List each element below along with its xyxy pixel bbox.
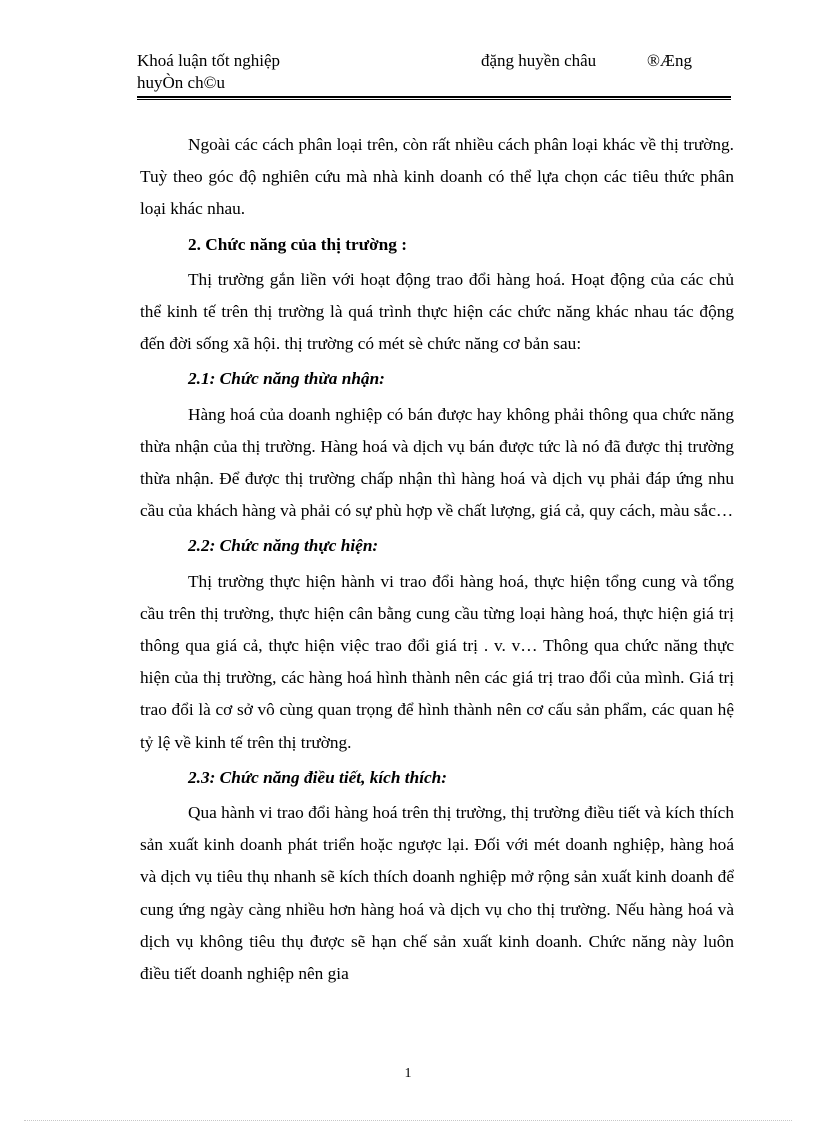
header-author-garbled-right: ®Æng [647, 51, 693, 70]
subsection-heading: 2.1: Chức năng thừa nhận: [188, 369, 385, 389]
subsection-heading: 2.3: Chức năng điều tiết, kích thích: [188, 767, 448, 787]
header-thesis-label: Khoá luận tốt nghiệp [137, 51, 281, 70]
paragraph: Ngoài các cách phân loại trên, còn rất nhiều cách phân loại khác về thị trường. Tuỳ theo góc độ nghiên cứu mà nhà kinh doanh có thể lựa chọn các tiêu thức phân loại khác nhau. [140, 135, 734, 219]
paragraph: Hàng hoá của doanh nghiệp có bán được hay không phải thông qua chức năng thừa nhận của thị trường. Hàng hoá và dịch vụ bán được tức là nó đã được thị trường thừa nhận. Để được thị trường chấp nhận thì hàng hoá và dịch vụ phải đáp ứng nhu cầu của khách hàng và phải có sự phù hợp về chất lượng, giá cả, quy cách, màu sắc… [140, 404, 734, 521]
paragraph: Qua hành vi trao đổi hàng hoá trên thị trường, thị trường điều tiết và kích thích sản xuất kinh doanh phát triển hoặc ngược lại. Đối với mét doanh nghiệp, hàng hoá và dịch vụ tiêu thụ nhanh sẽ kích thích doanh nghiệp mở rộng sản xuất kinh doanh để cung ứng ngày càng nhiều hơn hàng hoá và dịch vụ cho thị trường. Nếu hàng hoá và dịch vụ không tiêu thụ được sẽ hạn chế sản xuất kinh doanh. Chức năng này luôn điều tiết doanh nghiệp nên gia [140, 803, 734, 984]
paragraph: Thị trường thực hiện hành vi trao đổi hàng hoá, thực hiện tổng cung và tổng cầu trên thị trường, thực hiện cân bằng cung cầu từng loại hàng hoá, thực hiện giá trị thông qua giá cả, thực hiện việc trao đổi giá trị . v. v… Thông qua chức năng thực hiện của thị trường, các hàng hoá hình thành nên các giá trị trao đổi của mình. Giá trị trao đổi là cơ sở vô cùng quan trọng để hình thành nên cơ cấu sản phẩm, các quan hệ tỷ lệ về kinh tế trên thị trường. [140, 571, 734, 752]
header-rule [137, 96, 731, 100]
page-number: 1 [404, 1066, 412, 1081]
document-body [140, 129, 734, 990]
header-author-garbled: huyÒn ch©u [137, 73, 225, 92]
page-edge-divider [24, 1120, 792, 1121]
subsection-heading: 2.2: Chức năng thực hiện: [188, 536, 379, 556]
header-author-name: đặng huyền châu [481, 51, 597, 70]
paragraph: Thị trường gắn liền với hoạt động trao đổi hàng hoá. Hoạt động của các chủ thể kinh tế trên thị trường là quá trình thực hiện các chức năng khác nhau tác động đến đời sống xã hội. thị trường có mét sè chức năng cơ bản sau: [140, 269, 734, 354]
section-heading: 2. Chức năng của thị trường : [188, 234, 407, 254]
